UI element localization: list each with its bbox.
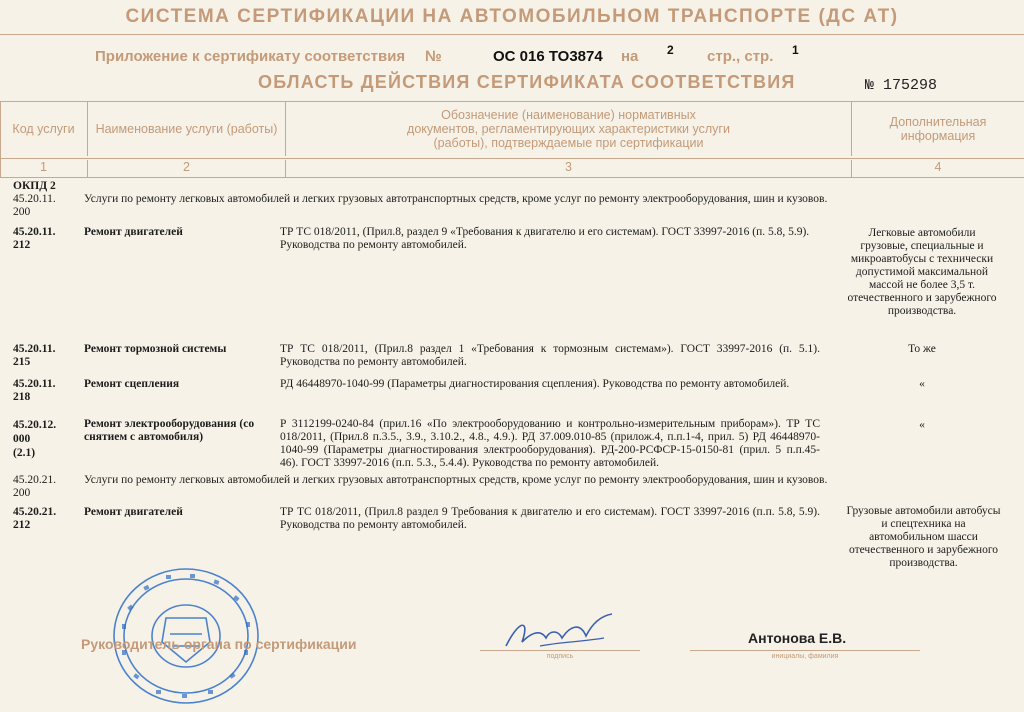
number-sign: №	[425, 48, 442, 65]
head-of-certification-body-label: Руководитель органа по сертификации	[81, 636, 357, 652]
row-documents: ТР ТС 018/2011, (Прил.8 раздел 1 «Требования к тормозным системам»). ГОСТ 33997-2016 (п. 5.1). Руководства по ремонту автомобилей.	[280, 343, 820, 368]
row-service-name: Ремонт двигателей	[84, 506, 183, 518]
signature-caption: подпись	[546, 653, 574, 660]
row-documents: ТР ТС 018/2011, (Прил.8, раздел 9 «Требования к двигателю и его системам). ГОСТ 33997-2016 (п. 5.8, 5.9). Руководства по ремонту автомобилей.	[280, 226, 810, 251]
certificate-number: ОС 016 ТО3874	[493, 48, 603, 65]
page-number: 1	[792, 43, 799, 57]
table-mid-rule	[0, 158, 1024, 159]
column-number-4: 4	[934, 160, 942, 174]
row-group-text: Услуги по ремонту легковых автомобилей и легких грузовых автотранспортных средств, кроме услуг по ремонту электрооборудования, шин и кузовов.	[84, 474, 828, 486]
row-service-name: Ремонт электрооборудования (со снятием с автомобиля)	[84, 418, 255, 443]
row-info: «	[919, 378, 925, 390]
column-header-code: Код услуги	[0, 102, 88, 156]
pages-count: 2	[667, 43, 674, 57]
row-service-name: Ремонт тормозной системы	[84, 343, 227, 355]
appendix-line	[95, 43, 799, 65]
pages-label: стр., стр.	[707, 48, 774, 65]
signature-icon	[500, 608, 620, 658]
row-service-name: Ремонт двигателей	[84, 226, 183, 238]
row-code: 45.20.21. 200	[13, 474, 57, 499]
signer-name: Антонова Е.В.	[748, 630, 847, 646]
row-info: «	[919, 419, 925, 431]
row-code: 45.20.12. 000 (2.1)	[13, 419, 57, 459]
row-info: Легковые автомобили грузовые, специальные и микроавтобусы с технически допустимой максимальной массой не более 3,5 т. отечественного и зарубежного производства.	[847, 227, 997, 317]
form-number: № 175298	[865, 77, 938, 94]
row-documents: РД 46448970-1040-99 (Параметры диагностирования сцепления). Руководства по ремонту автомобилей.	[280, 378, 790, 390]
column-header-service: Наименование услуги (работы)	[88, 102, 286, 156]
row-code: 45.20.11. 218	[13, 378, 56, 403]
column-header-info: Дополнительная информация	[889, 115, 987, 143]
header-rule	[0, 34, 1024, 35]
name-line	[690, 650, 920, 651]
row-code: 45.20.11. 200	[13, 193, 56, 218]
okpd-label: ОКПД 2	[13, 180, 56, 192]
initials-caption: инициалы, фамилия	[771, 653, 839, 660]
on-label: на	[621, 48, 639, 65]
row-service-name: Ремонт сцепления	[84, 378, 180, 390]
row-documents: Р 3112199-0240-84 (прил.16 «По электрооборудованию и контрольно-измерительным приборам»). ТР ТС 018/2011, (Прил.8 п.3.5., 3.9., 3.10.2., 4.8., 4.9.). РД 37.009.010-85 (прилож.4, п.п.1-4, прил. 5) РД 46448970-1040-99 (Параметры диагностирования электрооборудования). РД-200-РСФСР-15-0150-81 (прил. 5 п.п.45-46). ГОСТ 33997-2016 (п.п. 5.3., 5.4.4). Руководства по ремонту автомобилей.	[280, 418, 820, 469]
row-info: Грузовые автомобили автобусы и спецтехника на автомобильном шасси отечественного и зарубежного производства.	[846, 505, 1001, 569]
column-number-1: 1	[0, 160, 88, 177]
row-code: 45.20.21. 212	[13, 506, 57, 531]
row-group-text: Услуги по ремонту легковых автомобилей и легких грузовых автотранспортных средств, кроме услуг по ремонту электрооборудования, шин и кузовов.	[84, 193, 828, 205]
table-bottom-rule	[0, 177, 1024, 178]
column-number-3: 3	[286, 160, 852, 177]
system-title: СИСТЕМА СЕРТИФИКАЦИИ НА АВТОМОБИЛЬНОМ ТРАНСПОРТЕ (ДС АТ)	[125, 6, 899, 27]
row-documents: ТР ТС 018/2011, (Прил.8 раздел 9 Требования к двигателю и его системам). ГОСТ 33997-2016 (п.п. 5.8, 5.9). Руководства по ремонту автомобилей.	[280, 506, 820, 531]
row-code: 45.20.11. 212	[13, 226, 56, 251]
row-code: 45.20.11. 215	[13, 343, 56, 368]
column-number-2: 2	[88, 160, 286, 177]
scope-title: ОБЛАСТЬ ДЕЙСТВИЯ СЕРТИФИКАТА СООТВЕТСТВИЯ	[258, 72, 796, 92]
row-info: То же	[908, 343, 936, 355]
column-header-documents: Обозначение (наименование) нормативных документов, регламентирующих характеристики услуги (работы), подтверждаемые при сертификации	[286, 102, 852, 156]
appendix-label: Приложение к сертификату соответствия	[95, 48, 406, 65]
